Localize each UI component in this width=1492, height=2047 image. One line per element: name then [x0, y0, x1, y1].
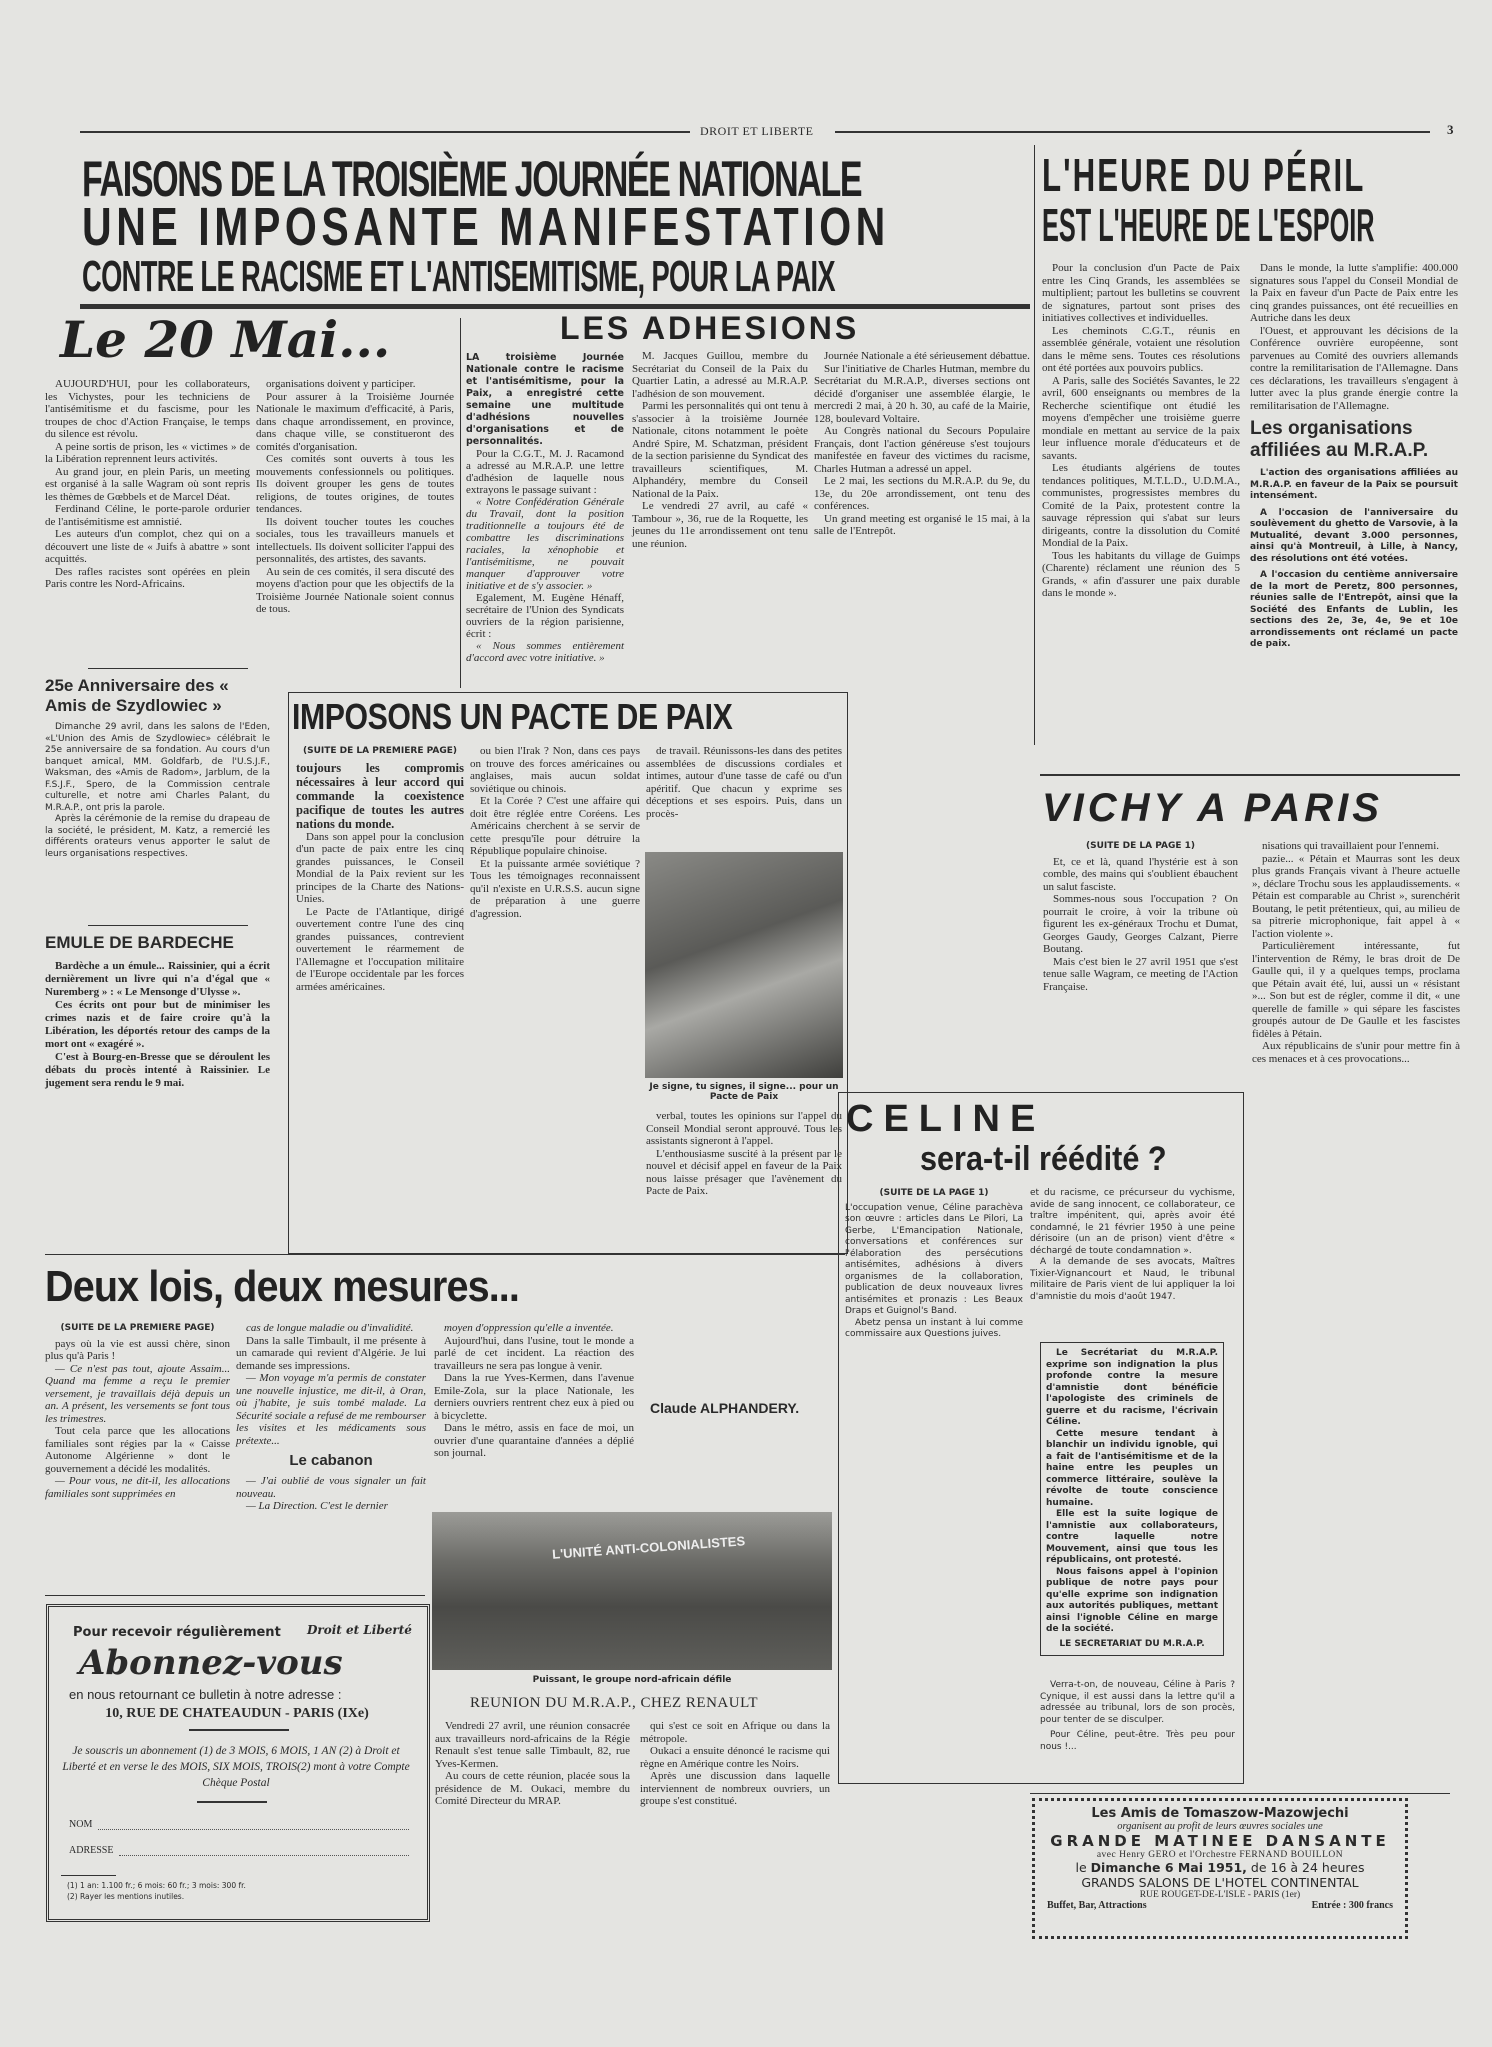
cabanon-title: Le cabanon [289, 1452, 373, 1469]
mrap-signature: LE SECRETARIAT DU M.R.A.P. [1059, 1638, 1205, 1649]
paragraph: A l'occasion de l'anniversaire du soulèvement du ghetto de Varsovie, à la Mutualité, devant 3.000 personnes, ainsi qu'à Montreuil, à Lille, à Nancy, des résolutions ont été votées. [1250, 507, 1458, 564]
address-input-line[interactable] [119, 1845, 409, 1856]
divider [61, 1875, 116, 1876]
divider [1030, 1793, 1450, 1794]
address-field[interactable] [69, 1845, 409, 1856]
name-field[interactable] [69, 1819, 409, 1830]
ad-date: Dimanche 6 Mai 1951, [1090, 1860, 1247, 1875]
subscribe-form [46, 1604, 430, 1922]
paragraph: Dans son appel pour la conclusion d'un pacte de paix entre les cinq grandes puissances, le Conseil Mondial de la Paix revient sur les principes de la Charte des Nations-Unies. [296, 830, 464, 905]
peril-title1: L'HEURE DU PÉRIL [1042, 149, 1366, 201]
paragraph: Ces comités sont ouverts à tous les mouvements confessionnels ou politiques. Ils doivent grouper les gens de toutes religions, de toutes origines, de toutes tendances. [256, 453, 454, 515]
paragraph: Et la puissante armée soviétique ? Tous les témoignages reconnaissent qu'il n'existe en U.R.S.S. aucun signe de préparation à une guerre d'agression. [470, 857, 640, 920]
deux-lois-col1 [45, 1322, 230, 1500]
mai-col2 [256, 378, 454, 616]
divider [189, 1729, 289, 1731]
paragraph: L'action des organisations affiliées au M.R.A.P. en faveur de la Paix se poursuit intensément. [1250, 468, 1458, 501]
column-divider [460, 318, 461, 688]
lead: LA troisième Journée Nationale contre le racisme et l'antisémitisme, pour la Paix, a enregistré cette semaine une multitude d'adhésions nouvelles d'organisations et de personnalités. [466, 352, 624, 447]
photo-march [432, 1512, 832, 1670]
adhesions-col3 [814, 350, 1030, 538]
paragraph: verbal, toutes les opinions sur l'appel du Conseil Mondial seront approuvé. Tous les assistants signeront à l'appel. [646, 1110, 842, 1147]
szydlowiec-title: 25e Anniversaire des « Amis de Szydlowiec » [45, 676, 229, 715]
paragraph: — Pour vous, ne dit-il, les allocations familiales sont supprimées en [45, 1475, 230, 1500]
divider [197, 1801, 267, 1803]
paragraph: organisations doivent y participer. [266, 378, 416, 390]
mrap-statement-box [1040, 1342, 1224, 1656]
paragraph: Ils doivent toucher toutes les couches sociales, tous les travailleurs manuels et intellectuels. Ils doivent solliciter l'appui des personnalités, des artistes, des savants. [256, 515, 454, 565]
paragraph: Dans le métro, assis en face de moi, un ouvrier d'une quarantaine d'années a déplié son journal. [434, 1422, 634, 1459]
paragraph: Après une discussion dans laquelle interviennent de nombreux ouvriers, un groupe s'est constitué. [640, 1770, 830, 1807]
paragraph: Aujourd'hui, dans l'usine, tout le monde a parlé de cet incident. La réaction des travailleurs ne sera pas longue à venir. [434, 1334, 634, 1372]
ad-line1: Les Amis de Tomaszow-Mazowjechi [1091, 1806, 1349, 1821]
photo-caption: Je signe, tu signes, il signe... pour un Pacte de Paix [649, 1082, 839, 1102]
subscribe-intro: Pour recevoir régulièrement [73, 1625, 281, 1640]
celine-subtitle: sera-t-il réédité ? [920, 1140, 1167, 1178]
pacte-title: IMPOSONS UN PACTE DE PAIX [292, 696, 733, 737]
pacte-signature: Claude ALPHANDERY. [650, 1400, 800, 1416]
paragraph: — Mon voyage m'a permis de constater une nouvelle injustice, me dit-il, à Oran, où j'habite, je suis tombé malade. La Sécurité sociale a refusé de me rembourser les visites et les médicaments sous prétexte... [236, 1372, 426, 1447]
paragraph: Egalement, M. Eugène Hénaff, secrétaire de l'Union des Syndicats ouvriers de la région parisienne, écrit : [466, 592, 624, 640]
lead: toujours les compromis nécessaires à leur accord qui commande la coexistence pacifique de toutes les autres nations du monde. [296, 760, 464, 831]
paper-name: DROIT ET LIBERTE [700, 124, 814, 138]
paragraph: Les étudiants algériens de toutes tendances politiques, M.T.L.D., U.D.M.A., communistes, progressistes membres du Comité de la Paix, protestent contre la sauvage répression qui s'abat sur leurs dirigeants, contre la dissolution du Comité Mondial de la Paix. [1042, 462, 1240, 549]
paragraph: Tout cela parce que les allocations familiales sont régies par la « Caisse Autonome Algérienne » dont le gouvernement a décidé les modalités. [45, 1425, 230, 1475]
adhesions-title: LES ADHESIONS [560, 310, 860, 346]
paragraph: — J'ai oublié de vous signaler un fait nouveau. [236, 1475, 426, 1500]
paragraph: Ferdinand Céline, le porte-parole ordurier de l'antisémitisme est amnistié. [45, 503, 250, 528]
paragraph: Les auteurs d'un complot, chez qui on a découvert une liste de « Juifs à abattre » sont acquittés. [45, 528, 250, 565]
subscribe-title: Abonnez-vous [79, 1643, 343, 1683]
dance-ad [1032, 1798, 1408, 1939]
paragraph: Particulièrement intéressante, fut l'intervention de Rémy, le bras droit de De Gaulle qui, il y a quelques temps, proclama que Pétain avait été, lui, aussi un « résistant »... Son but est de régler, comme il dit, « une querelle de famille » qui sépare les fascistes groupés autour de De Gaulle et les fascistes fidèles à Pétain. [1252, 940, 1460, 1040]
paragraph: A la demande de ses avocats, Maîtres Tixier-Vignancourt et Naud, le tribunal militaire de Paris vient de lui appliquer la loi d'amnistie du mois d'août 1947. [1030, 1257, 1235, 1302]
paragraph: Verra-t-on, de nouveau, Céline à Paris ? Cynique, il est aussi dans la lettre qu'il a adressée au tribunal, lors de son procès, pour tenter de se disculper. [1040, 1680, 1235, 1725]
paragraph: Le vendredi 27 avril, au café « Tambour », 36, rue de la Roquette, les jeunes du 11e arrondissement ont tenu une réunion. [632, 500, 808, 550]
paragraph: Parmi les personnalités qui ont tenu à s'associer à la troisième Journée Nationale, citons notamment le poète André Spire, M. Schatzman, président de la section parisienne du Syndicat des travailleurs scientifiques, M. Alphandéry, membre du Conseil National de la Paix. [632, 400, 808, 500]
paragraph: Et, ce et là, quand l'hystérie est à son comble, des mains qui s'oublient ébauchent un salut fasciste. [1043, 855, 1238, 893]
pacte-col2 [470, 745, 640, 920]
paragraph: Dans le monde, la lutte s'amplifie: 400.000 signatures sous l'appel du Conseil Mondial de la Paix en faveur d'un Pacte de Paix entre les cinq grandes puissances, ont été recueillies en Autriche dans les deux [1250, 262, 1458, 324]
peril-col1 [1042, 262, 1240, 600]
ad-line4: avec Henry GERO et l'Orchestre FERNAND BOUILLON [1096, 1850, 1344, 1860]
paragraph: AUJOURD'HUI, pour les collaborateurs, les Vichystes, pour les techniciens de l'antisémitisme et du fascisme, pour les troupes de choc d'Action Française, le temps du silence est révolu. [45, 378, 250, 440]
paragraph: Elle est la suite logique de l'amnistie aux collaborateurs, contre laquelle notre Mouvement, ainsi que tous les républicains, ont protesté. [1046, 1509, 1218, 1565]
paragraph: Les cheminots C.G.T., réunis en assemblée générale, votaient une résolution dans le même sens. Toutes ces résolutions ont été portées aux pouvoirs publics. [1042, 324, 1240, 374]
paragraph: Tous les habitants du village de Guimps (Charente) réclament une réunion des 5 Grands, « afin d'assurer une paix durable dans le monde ». [1042, 549, 1240, 599]
paragraph: qui s'est ce soit en Afrique ou dans la métropole. [640, 1720, 830, 1745]
ad-footer [1035, 1900, 1405, 1911]
renault-col1 [435, 1720, 630, 1808]
suite-label: (SUITE DE LA PREMIERE PAGE) [303, 746, 457, 756]
vichy-title: VICHY A PARIS [1042, 786, 1383, 830]
paragraph: Pour la C.G.T., M. J. Racamond a adressé au M.R.A.P. une lettre d'adhésion de laquelle nous extrayons le passage suivant : [466, 448, 624, 496]
paragraph: Ces écrits ont pour but de minimiser les crimes nazis et de faire croire qu'à la Libération, les déportés retour des camps de la mort ont « exagéré ». [45, 999, 270, 1050]
paragraph: Abetz pensa un instant à lui comme commissaire aux Questions juives. [845, 1317, 1023, 1339]
masthead-rule-left [80, 131, 690, 133]
photo-signing-petition [645, 852, 843, 1078]
paragraph: Le Secrétariat du M.R.A.P. exprime son indignation la plus profonde contre la mesure d'amnistie dont bénéficie l'apologiste des criminels de guerre et du racisme, l'écrivain Céline. [1046, 1348, 1218, 1427]
subscribe-address: 10, RUE DE CHATEAUDUN - PARIS (IXe) [105, 1706, 369, 1721]
paragraph: Des rafles racistes sont opérées en plein Paris contre les Nord-Africains. [45, 565, 250, 590]
paragraph: A Paris, salle des Sociétés Savantes, le 22 avril, 600 enseignants ou membres de la Recherche scientifique ont étudié les moyens d'empêcher une troisième guerre mondiale en mettant au service de la paix leur influence morale d'éducateurs et de savants. [1042, 374, 1240, 462]
address-label: ADRESSE [69, 1845, 114, 1856]
paragraph: Dimanche 29 avril, dans les salons de l'Eden, «L'Union des Amis de Szydlowiec» célébrait le 25e anniversaire de sa fondation. Au cours d'un banquet amical, MM. Goldfarb, de l'U.S.J.F., Waksman, des «Amis de Radom», Jarblum, de la F.S.J.F., Spero, de la Commission centrale culturelle, et notre ami Charles Palant, du M.R.A.P., ont pris la parole. [45, 722, 270, 813]
paragraph: Pour assurer à la Troisième Journée Nationale le maximum d'efficacité, à Paris, dans chaque arrondissement, en province, dans chaque ville, se constitueront des comités d'organisation. [256, 390, 454, 453]
ad-hours: de 16 à 24 heures [1250, 1860, 1365, 1875]
paragraph: Nous faisons appel à l'opinion publique de notre pays pour qu'elle exprime son indignation aux autorités publiques, mettant ainsi l'ignoble Céline en marge de la société. [1046, 1566, 1218, 1634]
vichy-col2 [1252, 840, 1460, 1065]
ad-line5 [1035, 1860, 1405, 1875]
banner-text: L'UNITÉ ANTI-COLONIALISTES [551, 1533, 746, 1562]
column-divider [1034, 145, 1035, 745]
divider [45, 1595, 425, 1596]
paragraph: pazie... « Pétain et Maurras sont les deux plus grands Français vivant à l'heure actuelle », déclare Trochu sous les applaudissements. « Pétain est comparable au Christ », surenchérit Boutang, le petit prétentieux, qui, au milieu de sa pitrerie microphonique, fait appel à « l'action violente ». [1252, 852, 1460, 940]
divider [1040, 774, 1460, 776]
mai-col1 [45, 378, 250, 591]
masthead-rule-right [835, 131, 1430, 133]
paragraph: C'est à Bourg-en-Bresse que se déroulent les débats du procès intenté à Raissinier. Le jugement sera rendu le 9 mai. [45, 1051, 270, 1089]
peril-title2: EST L'HEURE DE L'ESPOIR [1042, 199, 1375, 251]
ad-line3: GRANDE MATINEE DANSANTE [1050, 1832, 1390, 1850]
suite-label: (SUITE DE LA PREMIERE PAGE) [60, 1323, 215, 1333]
deux-lois-title: Deux lois, deux mesures... [45, 1262, 520, 1311]
headline-rule [80, 304, 1030, 309]
paragraph: Bardèche a un émule... Raissinier, qui a écrit dernièrement un livre qui n'a d'égal que « Nuremberg » : « Le Mensonge d'Ulysse ». [45, 960, 270, 998]
paragraph: Le 2 mai, les sections du M.R.A.P. du 9e, du 13e, du 20e arrondissement, ont tenu des conférences. [814, 475, 1030, 512]
paragraph: Pour la conclusion d'un Pacte de Paix entre les Cinq Grands, les assemblées se multiplient; partout les bulletins se couvrent de signatures, partout sont prises des initiatives collectives et individuelles. [1042, 262, 1240, 324]
bardeche-body [45, 960, 270, 1090]
paragraph: Mais c'est bien le 27 avril 1951 que s'est tenue salle Wagram, ce meeting de l'Action Française. [1043, 955, 1238, 993]
paragraph: Sur l'initiative de Charles Hutman, membre du Secrétariat du M.R.A.P., diverses sections ont décidé d'organiser une assemblée élargie, le mercredi 2 mai, à 20 h. 30, au café de la Mairie, 128, boulevard Voltaire. [814, 362, 1030, 425]
ad-buffet: Buffet, Bar, Attractions [1047, 1900, 1147, 1911]
pacte-col3 [646, 745, 842, 820]
ad-line2: organisent au profit de leurs œuvres sociales une [1117, 1821, 1323, 1832]
paragraph: M. Jacques Guillou, membre du Secrétariat du Conseil de la Paix du Quartier Latin, a adressé au M.R.A.P. l'adhésion de son mouvement. [632, 350, 808, 400]
pacte-col3b [646, 1110, 842, 1198]
orgs-title: Les organisations affiliées au M.R.A.P. [1250, 418, 1429, 461]
adhesions-col1 [466, 352, 624, 664]
paragraph: Dans la rue Yves-Kermen, dans l'avenue Emile-Zola, sur la place Nationale, les derniers ouvriers rentrent chez eux à pied ou à bicyclette. [434, 1372, 634, 1422]
paragraph: Au grand jour, en plein Paris, un meeting est organisé à la salle Wagram où sont repris les thèmes de Gœbbels et de Marcel Déat. [45, 465, 250, 503]
pacte-col1 [296, 745, 464, 993]
bardeche-title: EMULE DE BARDECHE [45, 933, 234, 952]
suite-label: (SUITE DE LA PAGE 1) [1085, 841, 1196, 851]
ad-price: Entrée : 300 francs [1311, 1900, 1393, 1911]
mai-title: Le 20 Mai... [60, 310, 391, 369]
paragraph: Journée Nationale a été sérieusement débattue. [824, 350, 1030, 362]
paragraph: — Ce n'est pas tout, ajoute Assaim... Quand ma femme a reçu le premier versement, je travaillais déjà depuis un an. A présent, les versements se font tous les trimestres. [45, 1362, 230, 1425]
paragraph: Aux républicains de s'unir pour mettre fin à ces menaces et à ces provocations... [1252, 1040, 1460, 1065]
name-input-line[interactable] [98, 1819, 409, 1830]
adhesions-col2 [632, 350, 808, 550]
renault-col2 [640, 1720, 830, 1808]
page-number: 3 [1447, 122, 1454, 137]
paragraph: Et la Corée ? C'est une affaire qui doit être réglée entre Coréens. Les Américains cherchent à se servir de cette presqu'île pour détruire la République populaire chinoise. [470, 795, 640, 857]
photo-caption: Puissant, le groupe nord-africain défile [532, 1675, 732, 1685]
subscribe-line: en nous retournant ce bulletin à notre adresse : [69, 1687, 342, 1702]
paragraph: A peine sortis de prison, les « victimes » de la Libération reprennent leurs activités. [45, 440, 250, 465]
paragraph: « Nous sommes entièrement d'accord avec votre initiative. » [466, 640, 624, 664]
paragraph: Après la cérémonie de la remise du drapeau de la société, le président, M. Katz, a remercié les différents orateurs venus apporter le salut de leurs organisations respectives. [45, 814, 270, 859]
paragraph: Dans la salle Timbault, il me présente à un camarade qui revient d'Algérie. Je lui demande ses impressions. [236, 1334, 426, 1372]
celine-col1 [845, 1188, 1023, 1341]
paragraph: Oukaci a ensuite dénoncé le racisme qui règne en Amérique contre les Noirs. [640, 1745, 830, 1770]
celine-col2 [1030, 1188, 1235, 1303]
paragraph: « Notre Confédération Générale du Travail, dont la position traditionnelle a toujours été de combattre les discriminations raciales, la xénophobie et l'antisémitisme, ne pouvait manquer d'approuver votre initiative et de s'y associer. » [466, 496, 624, 592]
divider [88, 925, 248, 926]
deux-lois-col3 [434, 1322, 634, 1460]
paragraph: Au sein de ces comités, il sera discuté des moyens d'action pour que les objectifs de la Troisième Journée Nationale soient connus de tous. [256, 565, 454, 615]
paragraph: Le Pacte de l'Atlantique, dirigé ouvertement contre l'une des cinq grandes puissances, contrevient ouvertement le réarmement de l'Allemagne et l'occupation militaire de l'Europe occidentale par les forces armées américaines. [296, 905, 464, 993]
paragraph: de travail. Réunissons-les dans des petites assemblées de discussions cordiales et intimes, autour d'une tasse de café ou d'un apéritif. Que chacun y exprime ses déceptions et ses espoirs. Puis, dans un procès- [646, 745, 842, 820]
paragraph: pays où la vie est aussi chère, sinon plus qu'à Paris ! [45, 1337, 230, 1362]
paragraph: Sommes-nous sous l'occupation ? On pourrait le croire, à voir la tribune où figurent les ex-généraux Trochu et Dumat, Georges Gaudy, Georges Calzant, Pierre Boutang. [1043, 893, 1238, 955]
headline-line3: CONTRE LE RACISME ET L'ANTISEMITISME, POUR LA PAIX [82, 252, 835, 301]
paragraph: L'occupation venue, Céline parachèva son œuvre : articles dans Le Pilori, La Gerbe, L'Emancipation Nationale, conversations et conférences sur l'élaboration des persécutions antisémites, adhésions à divers organismes de la collaboration, publication de deux nouveaux livres antisémites et pronazis : Les Beaux Draps et Guignol's Band. [845, 1202, 1023, 1316]
headline-line1: FAISONS DE LA TROISIÈME JOURNÉE NATIONALE [82, 151, 862, 207]
price-note: (1) 1 an: 1.100 fr.; 6 mois: 60 fr.; 3 mois: 300 fr. [67, 1881, 246, 1890]
paragraph: L'enthousiasme suscité à la présent par le nouvel et décisif appel en faveur de la Paix nous laisse présager que l'avènement du Pacte de Paix. [646, 1147, 842, 1197]
celine-title: CELINE [846, 1098, 1046, 1140]
paragraph: Cette mesure tendant à blanchir un individu ignoble, qui a fait de l'antisémitisme et de la haine entre les peuples un commerce littéraire, soulève la révolte de toute conscience humaine. [1046, 1428, 1218, 1508]
peril-col2 [1250, 262, 1458, 651]
paragraph: Un grand meeting est organisé le 15 mai, à la salle de l'Entrepôt. [814, 512, 1030, 537]
paragraph: Vendredi 27 avril, une réunion consacrée aux travailleurs nord-africains de la Régie Renault s'est tenue salle Timbault, 82, rue Yves-Kermen. [435, 1720, 630, 1770]
renault-title: REUNION DU M.R.A.P., CHEZ RENAULT [470, 1695, 759, 1711]
ad-line6: GRANDS SALONS DE L'HOTEL CONTINENTAL [1081, 1875, 1359, 1890]
instructions-note: (2) Rayer les mentions inutiles. [67, 1892, 185, 1901]
paragraph: nisations qui travaillaient pour l'ennemi. [1262, 840, 1440, 852]
divider [88, 668, 248, 669]
ad-line7: RUE ROUGET-DE-L'ISLE - PARIS (1er) [1139, 1890, 1301, 1900]
ad-line5a: le [1075, 1860, 1087, 1875]
celine-after-box [1040, 1680, 1235, 1753]
paragraph: moyen d'oppression qu'elle a inventée. [444, 1322, 614, 1334]
paragraph: cas de longue maladie ou d'invalidité. [246, 1322, 414, 1334]
name-label: NOM [69, 1819, 93, 1830]
paragraph: — La Direction. C'est le dernier [246, 1500, 388, 1512]
paragraph: A l'occasion du centième anniversaire de la mort de Peretz, 800 personnes, réunies salle de l'Entrepôt, ainsi que la Société des Enfants de Lublin, les sections des 2e, 3e, 4e, 9e et 10e arrondissements ont réclamé un pacte de paix. [1250, 570, 1458, 649]
suite-label: (SUITE DE LA PAGE 1) [879, 1188, 989, 1198]
szydlowiec-body [45, 722, 270, 860]
subscribe-form-text: Je souscris un abonnement (1) de 3 MOIS, 6 MOIS, 1 AN (2) à Droit et Liberté et en verse le des MOIS, SIX MOIS, TROIS(2) mont à votre Compte Chèque Postal [62, 1745, 410, 1789]
logo-droit-et-liberte: Droit et Liberté [307, 1623, 412, 1637]
deux-lois-col2 [236, 1322, 426, 1513]
paragraph: Pour Céline, peut-être. Très peu pour nous !... [1040, 1730, 1235, 1752]
paragraph: Au cours de cette réunion, placée sous la présidence de M. Oukaci, membre du Comité Directeur du MRAP. [435, 1770, 630, 1807]
vichy-col1 [1043, 840, 1238, 993]
paragraph: Au Congrès national du Secours Populaire Français, dont l'action généreuse s'est toujours manifestée en faveur des victimes du racisme, Charles Hutman a adressé un appel. [814, 425, 1030, 475]
paragraph: et du racisme, ce précurseur du vychisme, avide de sang innocent, ce collaborateur, ce traître impénitent, qui, après avoir été condamné, le 21 février 1950 à une peine dérisoire (un an de prison) vient d'être « déchargé de toute condamnation ». [1030, 1188, 1235, 1256]
paragraph: l'Ouest, et approuvant les décisions de la Conférence ouvrière européenne, sont parvenues au Comité des ouvriers allemands contre la remilitarisation de l'Allemagne. Dans ces déclarations, les travailleurs s'engagent à lutter avec la plus grande énergie contre la remilitarisation de l'Allemagne. [1250, 324, 1458, 412]
divider [45, 1254, 845, 1255]
headline-line2: UNE IMPOSANTE MANIFESTATION [82, 197, 890, 257]
paragraph: ou bien l'Irak ? Non, dans ces pays on trouve des forces américaines ou anglaises, mais aucun soldat soviétique ou chinois. [470, 745, 640, 795]
